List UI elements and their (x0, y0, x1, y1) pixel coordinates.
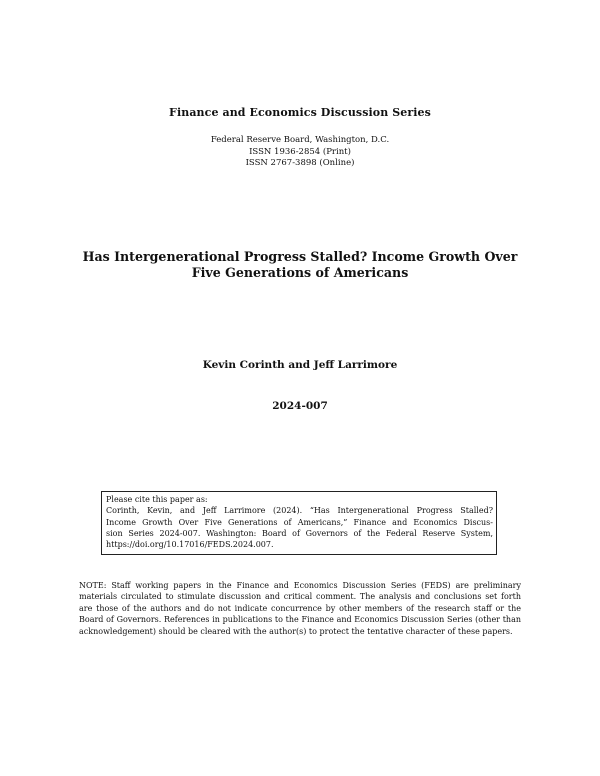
note-line: are those of the authors and do not indicate concurrence by other members of the research staff or the (79, 603, 521, 613)
note-line: Board of Governors. References in publications to the Finance and Economics Discussion Series (other than (79, 615, 521, 625)
paper-number: 2024-007 (272, 400, 328, 412)
publisher-line: Federal Reserve Board, Washington, D.C. (210, 135, 390, 145)
authors: Kevin Corinth and Jeff Larrimore (202, 359, 398, 371)
citation-line: Corinth, Kevin, and Jeff Larrimore (2024). “Has Intergenerational Progress Stalled? (106, 506, 493, 516)
issn-print: ISSN 1936-2854 (Print) (249, 146, 351, 157)
citation-line: Income Growth Over Five Generations of Americans,” Finance and Economics Discus- (106, 517, 493, 527)
issn-online: ISSN 2767-3898 (Online) (245, 158, 355, 168)
note-line: acknowledgement) should be cleared with the author(s) to protect the tentative character of these papers. (79, 626, 513, 636)
citation-box (101, 491, 497, 555)
disclaimer-note (79, 580, 521, 637)
note-line: NOTE: Staff working papers in the Finance and Economics Discussion Series (FEDS) are preliminary (79, 581, 521, 590)
paper-title-line-2: Five Generations of Americans (191, 264, 409, 280)
citation-doi-link[interactable]: https://doi.org/10.17016/FEDS.2024.007. (106, 540, 274, 550)
citation-intro: Please cite this paper as: (106, 495, 208, 504)
paper-title (0, 249, 600, 280)
citation-line: sion Series 2024-007. Washington: Board of Governors of the Federal Reserve System, (106, 528, 493, 538)
paper-title-line-1: Has Intergenerational Progress Stalled? Income Growth Over (82, 249, 518, 264)
note-line: materials circulated to stimulate discussion and critical comment. The analysis and conclusions set forth (79, 592, 521, 602)
publication-info (0, 135, 600, 170)
series-title: Finance and Economics Discussion Series (169, 106, 431, 119)
